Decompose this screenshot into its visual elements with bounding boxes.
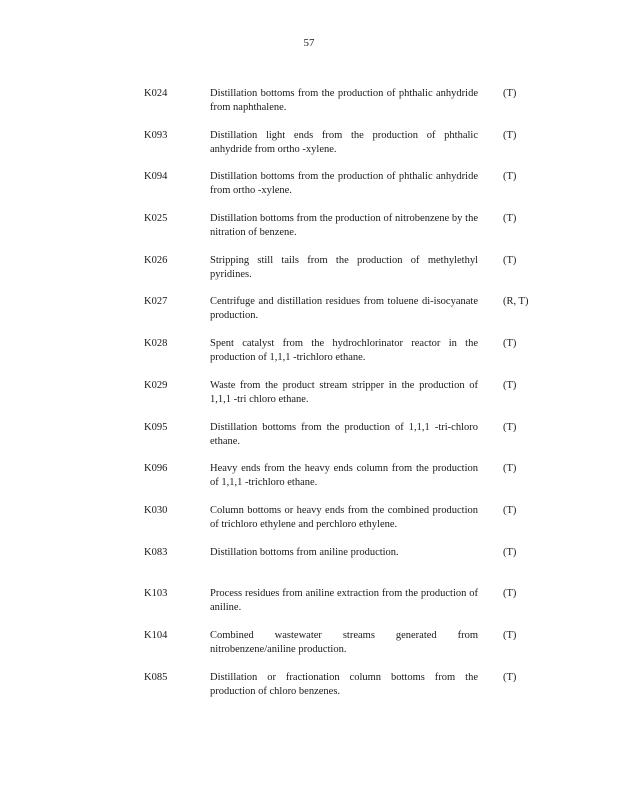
list-item [0,421,618,463]
waste-code: K103 [144,588,168,600]
list-item [0,295,618,337]
hazard-code: (T) [503,504,517,516]
waste-code-list [0,87,618,712]
list-item [0,337,618,379]
waste-description: Heavy ends from the heavy ends column from the production of 1,1,1 -trichloro ethane. [210,463,478,489]
hazard-code: (R, T) [503,296,529,308]
hazard-code: (T) [503,588,517,600]
waste-description: Waste from the product stream stripper in the production of 1,1,1 -tri chloro ethane. [210,379,478,405]
waste-code: K028 [144,338,168,350]
list-item [0,254,618,296]
list-item [0,87,618,129]
hazard-code: (T) [503,421,517,433]
waste-code: K030 [144,504,168,516]
waste-code: K095 [144,421,168,433]
waste-code: K024 [144,88,168,99]
hazard-code: (T) [503,379,517,391]
waste-code: K085 [144,671,168,683]
waste-description: Process residues from aniline extraction from the production of aniline. [210,588,478,614]
waste-code: K029 [144,379,168,391]
waste-description: Stripping still tails from the production of methylethyl pyridines. [210,254,478,280]
waste-code: K027 [144,296,168,308]
hazard-code: (T) [503,213,517,225]
list-item [0,212,618,254]
list-item [0,129,618,171]
list-item [0,170,618,212]
waste-description: Distillation bottoms from aniline production. [210,546,399,558]
waste-description: Centrifuge and distillation residues from toluene di-isocyanate production. [210,296,478,322]
waste-description: Distillation bottoms from the production of phthalic anhydride from naphthalene. [210,88,478,113]
waste-description: Column bottoms or heavy ends from the combined production of trichloro ethylene and perchloro ethylene. [210,504,478,530]
hazard-code: (T) [503,463,517,475]
waste-description: Distillation light ends from the production of phthalic anhydride from ortho -xylene. [210,129,478,155]
waste-description: Distillation bottoms from the production of 1,1,1 -tri-chloro ethane. [210,421,478,447]
page-number: 57 [303,37,315,49]
waste-description: Distillation or fractionation column bottoms from the production of chloro benzenes. [210,671,478,697]
list-item [0,462,618,504]
list-item [0,671,618,713]
waste-code: K094 [144,171,168,183]
list-item [0,504,618,546]
hazard-code: (T) [503,171,517,183]
waste-code: K083 [144,546,168,558]
hazard-code: (T) [503,129,517,141]
list-item [0,587,618,629]
waste-description: Distillation bottoms from the production of phthalic anhydride from ortho -xylene. [210,171,478,197]
waste-code: K104 [144,629,168,641]
list-item [0,379,618,421]
hazard-code: (T) [503,546,517,558]
list-item [0,629,618,671]
waste-description: Spent catalyst from the hydrochlorinator reactor in the production of 1,1,1 -trichloro ethane. [210,338,478,364]
list-item [0,546,618,588]
hazard-code: (T) [503,629,517,641]
waste-description: Distillation bottoms from the production of nitrobenzene by the nitration of benzene. [210,213,478,239]
hazard-code: (T) [503,88,517,99]
waste-description: Combined wastewater streams generated from nitrobenzene/aniline production. [210,629,478,655]
hazard-code: (T) [503,671,517,683]
waste-code: K096 [144,463,168,475]
waste-code: K026 [144,254,168,266]
hazard-code: (T) [503,254,517,266]
waste-code: K093 [144,129,168,141]
hazard-code: (T) [503,338,517,350]
waste-code: K025 [144,213,168,225]
